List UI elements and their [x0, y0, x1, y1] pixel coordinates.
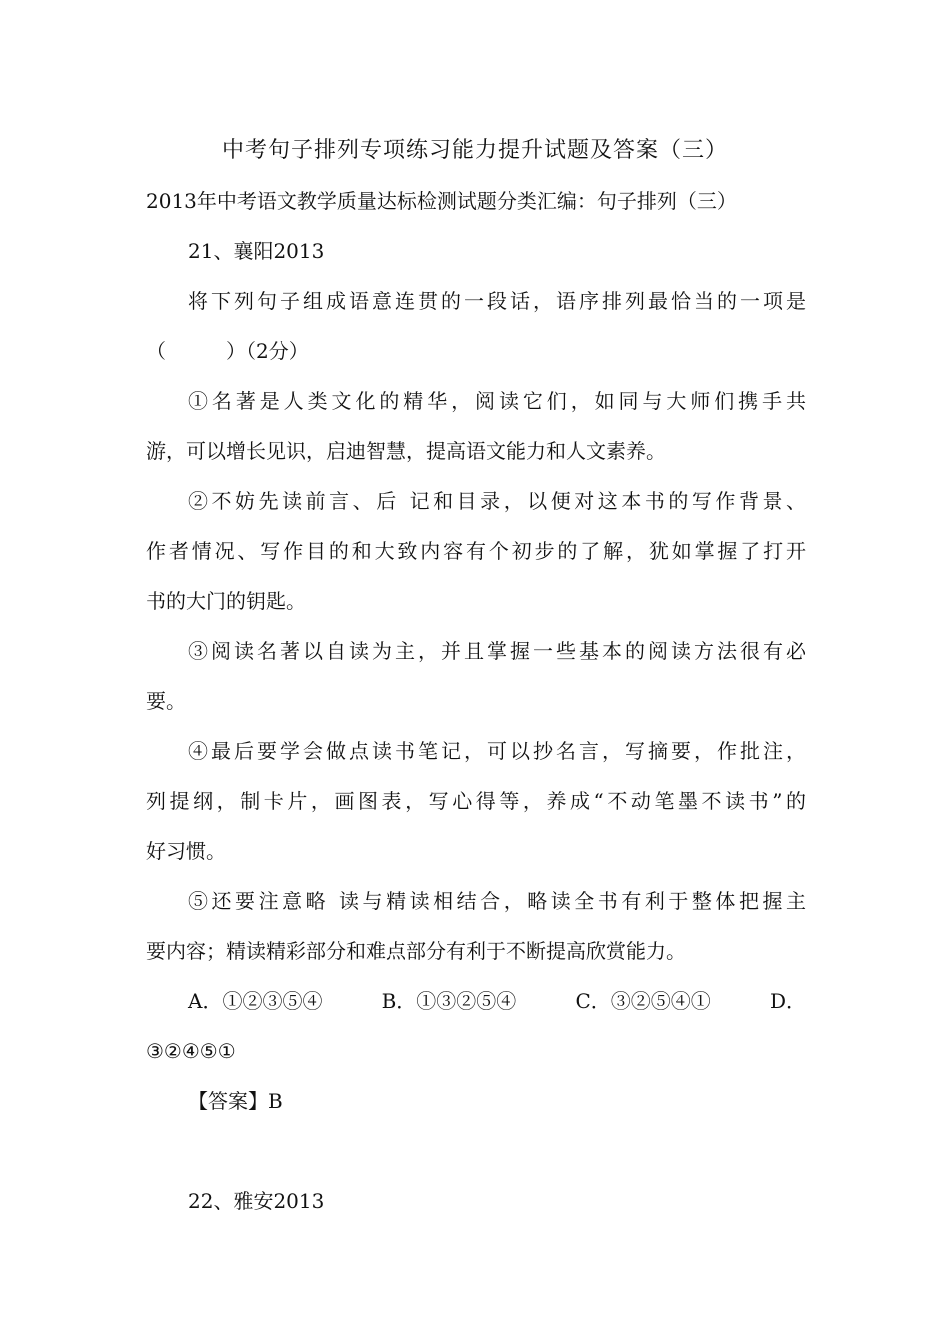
answer-options: [188, 984, 806, 1018]
answer-line: 【答案】B: [188, 1089, 283, 1113]
sentence-4: ④最后要学会做点读书笔记，可以抄名言，写摘要，作批注，: [188, 739, 806, 763]
sentence-2-end: 书的大门的钥匙。: [146, 589, 306, 613]
sentence-2: ②不妨先读前言、后 记和目录，以便对这本书的写作背景、: [188, 489, 806, 513]
sentence-5-cont: 要内容；精读精彩部分和难点部分有利于不断提高欣赏能力。: [146, 939, 686, 963]
question-21-score: （ ）（2分）: [146, 339, 309, 363]
sentence-1-cont: 游，可以增长见识，启迪智慧，提高语文能力和人文素养。: [146, 439, 666, 463]
sentence-2-cont: 作者情况、写作目的和大致内容有个初步的了解，犹如掌握了打开: [146, 539, 806, 563]
document-subtitle: 2013年中考语文教学质量达标检测试题分类汇编：句子排列（三）: [146, 189, 737, 213]
sentence-5: ⑤还要注意略 读与精读相结合，略读全书有利于整体把握主: [188, 889, 806, 913]
option-c: C．③②⑤④①: [575, 989, 711, 1013]
sentence-1: ①名著是人类文化的精华，阅读它们，如同与大师们携手共: [188, 389, 806, 413]
question-22-heading: 22、雅安2013: [188, 1189, 325, 1213]
sentence-3: ③阅读名著以自读为主，并且掌握一些基本的阅读方法很有必: [188, 639, 806, 663]
option-d-value: ③②④⑤①: [146, 1039, 236, 1063]
option-d-label: D．: [769, 989, 806, 1013]
document-title: 中考句子排列专项练习能力提升试题及答案（三）: [221, 138, 728, 163]
sentence-4-cont: 列提纲，制卡片，画图表，写心得等，养成“不动笔墨不读书”的: [146, 789, 806, 813]
sentence-3-cont: 要。: [146, 689, 186, 713]
option-b: B．①③②⑤④: [381, 989, 517, 1013]
question-21-heading: 21、襄阳2013: [188, 239, 325, 263]
question-21-prompt: 将下列句子组成语意连贯的一段话，语序排列最恰当的一项是: [188, 289, 806, 313]
sentence-4-end: 好习惯。: [146, 839, 226, 863]
option-a: A．①②③⑤④: [188, 989, 323, 1013]
